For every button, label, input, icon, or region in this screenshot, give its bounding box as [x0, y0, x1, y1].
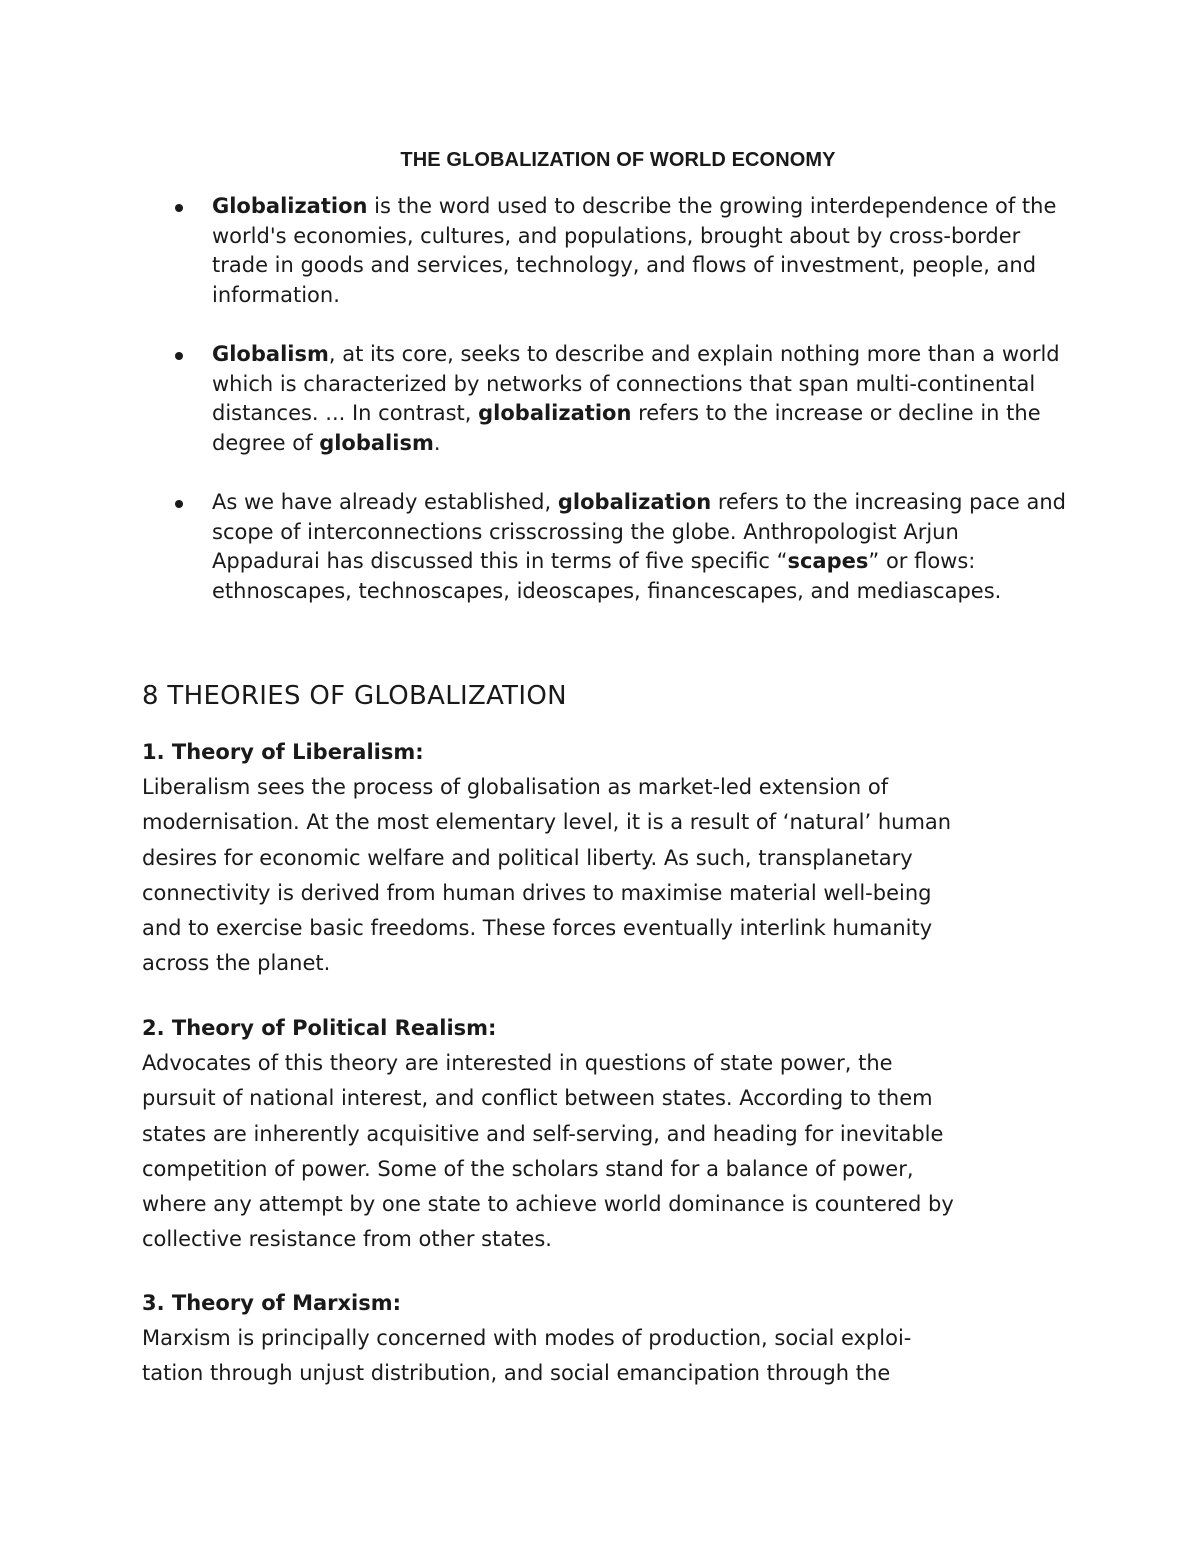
body-line: connectivity is derived from human drives to maximise material well-being: [142, 880, 932, 905]
text-run: is the word used to describe the growing interdependence of the world's economies, cultures, and populations, brought about by cross-border trade in goods and services, technology, and flows of investment, people, and information.: [212, 194, 1057, 307]
body-line: Advocates of this theory are interested in questions of state power, the: [142, 1051, 893, 1076]
bullet-text: [212, 490, 1066, 603]
bold-term: scapes: [787, 549, 869, 574]
body-line: modernisation. At the most elementary level, it is a result of ‘natural’ human: [142, 810, 952, 835]
bold-term: Globalism: [212, 341, 329, 366]
theory-heading: 2. Theory of Political Realism:: [142, 1016, 497, 1040]
theory-body: [142, 1321, 1072, 1391]
body-line: competition of power. Some of the scholars stand for a balance of power,: [142, 1156, 914, 1181]
bold-term: Globalization: [212, 194, 368, 218]
text-run: As we have already established,: [212, 489, 558, 514]
theory-marxism: [142, 1286, 1072, 1392]
bullet-item: [212, 340, 1072, 458]
bold-term: globalism: [319, 430, 434, 455]
body-line: collective resistance from other states.: [142, 1227, 552, 1252]
bullet-dot-icon: [175, 500, 183, 508]
definition-bullet-list: [0, 192, 1200, 636]
bullet-text: [212, 194, 1056, 307]
theory-liberalism: [142, 735, 1072, 981]
bullet-dot-icon: [175, 204, 183, 212]
bullet-text: [212, 342, 1060, 455]
text-run: ” or flows: ethnoscapes, technoscapes, ideoscapes, financescapes, and mediascapes.: [212, 549, 1002, 603]
body-line: tation through unjust distribution, and social emancipation through the: [142, 1361, 891, 1386]
theory-heading: 1. Theory of Liberalism:: [142, 740, 424, 764]
body-line: states are inherently acquisitive and self-serving, and heading for inevitable: [142, 1121, 944, 1146]
theory-body: [142, 1046, 1072, 1257]
body-line: Marxism is principally concerned with modes of production, social exploi-: [142, 1326, 912, 1351]
text-run: .: [433, 430, 441, 455]
body-line: pursuit of national interest, and conflict between states. According to them: [142, 1086, 933, 1111]
body-line: and to exercise basic freedoms. These forces eventually interlink humanity: [142, 916, 933, 941]
theory-political-realism: [142, 1011, 1072, 1257]
body-line: across the planet.: [142, 951, 331, 976]
text-run: refers to the increasing pace and scope of interconnections crisscrossing the globe. Anthropologist Arjun Appadurai has discussed this in terms of five specific “: [212, 489, 1066, 574]
bold-term: globalization: [478, 401, 632, 426]
body-line: where any attempt by one state to achieve world dominance is countered by: [142, 1192, 954, 1217]
section-heading: 8 THEORIES OF GLOBALIZATION: [142, 681, 567, 711]
theory-body: [142, 770, 1072, 981]
body-line: Liberalism sees the process of globalisation as market-led extension of: [142, 775, 889, 800]
bullet-item: [212, 192, 1072, 310]
document-title: THE GLOBALIZATION OF WORLD ECONOMY: [400, 149, 836, 171]
bullet-dot-icon: [175, 352, 183, 360]
body-line: desires for economic welfare and political liberty. As such, transplanetary: [142, 845, 913, 870]
bullet-item: [212, 488, 1072, 606]
text-run: refers to the increase or decline in the degree of: [212, 401, 1041, 455]
bold-term: globalization: [557, 489, 712, 514]
theory-heading: 3. Theory of Marxism:: [142, 1291, 402, 1315]
text-run: , at its core, seeks to describe and explain nothing more than a world which is characterized by networks of connections that span multi-continental distances. ... In contrast,: [212, 341, 1060, 426]
